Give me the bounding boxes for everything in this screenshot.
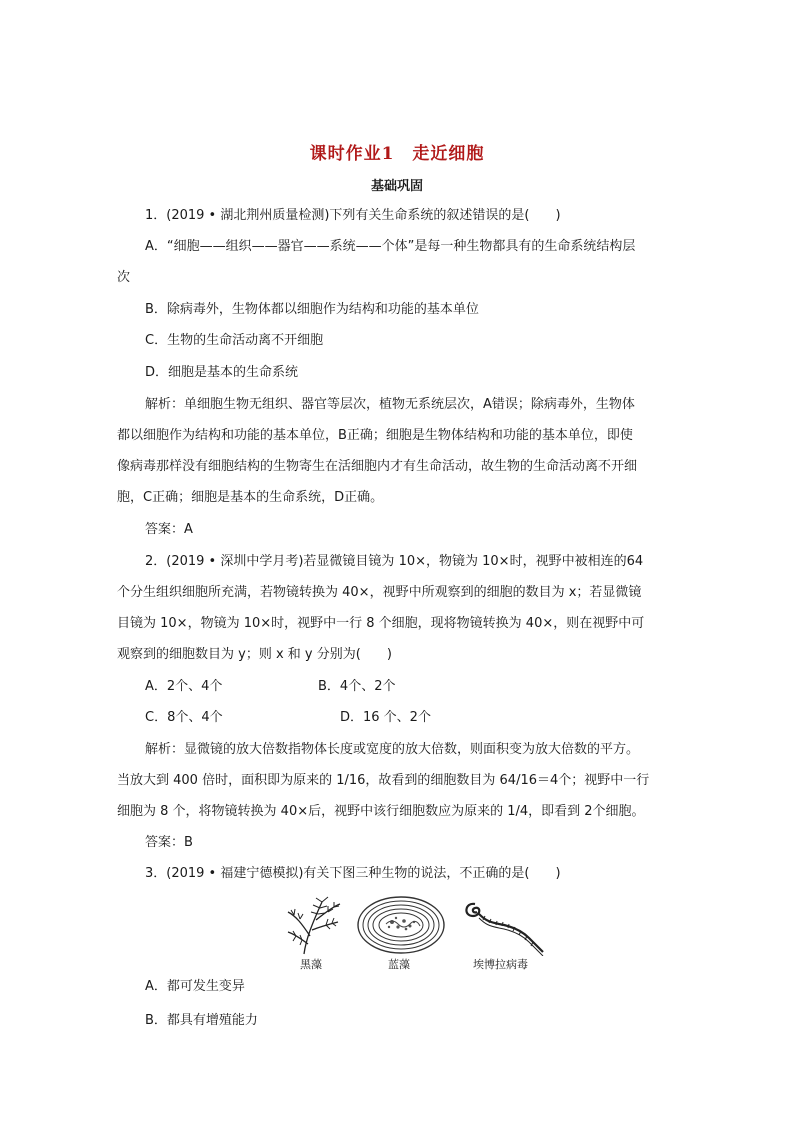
q1-answer: 答案：A (145, 522, 193, 537)
q2-option-d: D．16 个、2个 (340, 710, 431, 725)
q2-analysis-line: 细胞为 8 个，将物镜转换为 40×后，视野中该行细胞数应为原来的 1/4，即看到 2个细胞。 (117, 804, 645, 819)
q2-analysis-line: 当放大到 400 倍时，面积即为原来的 1/16，故看到的细胞数目为 64/16＝4个；视野中一行 (117, 773, 650, 788)
q1-stem: 1．(2019 • 湖北荆州质量检测)下列有关生命系统的叙述错误的是( ) (145, 208, 561, 223)
q1-option-c: C．生物的生命活动离不开细胞 (145, 333, 324, 348)
q1-analysis-line: 都以细胞作为结构和功能的基本单位，B正确；细胞是生物体结构和功能的基本单位，即使 (117, 428, 633, 443)
q1-option-a: A．“细胞——组织——器官——系统——个体”是每一种生物都具有的生命系统结构层 (145, 239, 636, 254)
q2-option-b: B．4个、2个 (318, 679, 396, 694)
q1-option-d: D．细胞是基本的生命系统 (145, 365, 299, 380)
q1-analysis-line: 胞，C正确；细胞是基本的生命系统，D正确。 (117, 490, 384, 505)
q2-stem-line: 个分生组织细胞所充满，若物镜转换为 40×，视野中所观察到的细胞的数目为 x；若显微镜 (117, 585, 642, 600)
q1-option-b: B．除病毒外，生物体都以细胞作为结构和功能的基本单位 (145, 302, 479, 317)
q2-analysis-line: 解析：显微镜的放大倍数指物体长度或宽度的放大倍数，则面积变为放大倍数的平方。 (145, 742, 640, 757)
q2-option-c: C．8个、4个 (145, 710, 223, 725)
q3-stem: 3．(2019 • 福建宁德模拟)有关下图三种生物的说法，不正确的是( ) (145, 866, 561, 881)
q1-analysis-line: 解析：单细胞生物无组织、器官等层次，植物无系统层次，A错误；除病毒外，生物体 (145, 397, 635, 412)
q2-stem-line: 观察到的细胞数目为 y；则 x 和 y 分别为( ) (117, 647, 392, 662)
q2-option-a: A．2个、4个 (145, 679, 223, 694)
section-heading: 基础巩固 (370, 179, 423, 194)
q3-option-a: A．都可发生变异 (145, 979, 245, 994)
q2-stem: 2．(2019 • 深圳中学月考)若显微镜目镜为 10×，物镜为 10×时，视野中被相连的64 (145, 554, 644, 569)
q2-answer: 答案：B (145, 835, 193, 850)
page-title: 课时作业1 走近细胞 (309, 144, 485, 164)
figure-label-blue-algae: 蓝藻 (388, 958, 410, 971)
q1-analysis-line: 像病毒那样没有细胞结构的生物寄生在活细胞内才有生命活动，故生物的生命活动离不开细 (117, 459, 638, 474)
figure-label-hydrilla: 黑藻 (300, 958, 322, 971)
q1-option-a-cont: 次 (117, 270, 131, 285)
figure-label-ebola-virus: 埃博拉病毒 (473, 958, 528, 971)
q3-option-b: B．都具有增殖能力 (145, 1013, 258, 1028)
q2-stem-line: 目镜为 10×，物镜为 10×时，视野中一行 8 个细胞，现将物镜转换为 40×，则在视野中可 (117, 616, 645, 631)
